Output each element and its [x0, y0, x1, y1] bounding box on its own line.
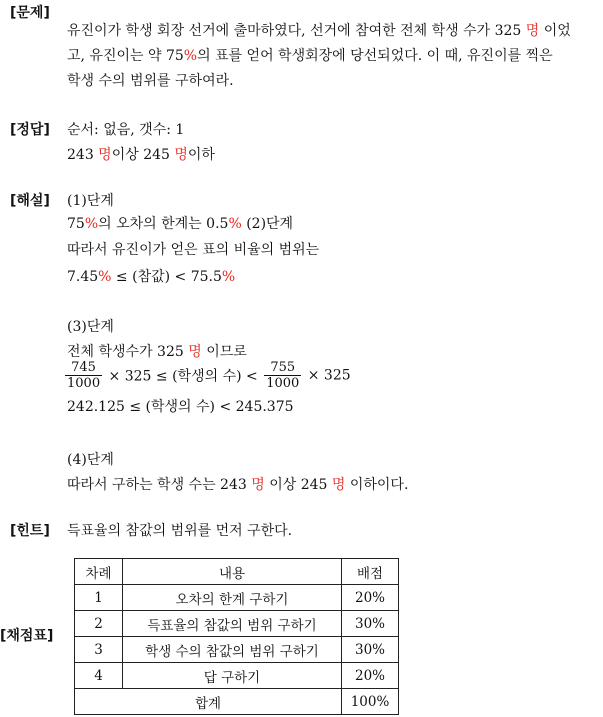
solution-step-4: (4)단계 — [67, 452, 114, 468]
unit-people: 명 — [251, 477, 265, 493]
solution-line-2: 75%의 오차의 한계는 0.5% (2)단계 — [67, 216, 294, 232]
hint-text: 득표율의 참값의 범위를 먼저 구한다. — [67, 523, 293, 539]
unit-people: 명 — [525, 23, 540, 39]
answer-line-2: 243 명이상 245 명이하 — [67, 147, 215, 163]
percent-sign: % — [221, 269, 236, 285]
unit-people: 명 — [188, 344, 202, 360]
table-row: 3 학생 수의 참값의 범위 구하기 30% — [75, 637, 399, 663]
percent-sign: % — [98, 269, 112, 285]
solution-step-1: (1)단계 — [67, 193, 114, 209]
unit-people: 명 — [331, 477, 346, 493]
table-row: 4 답 구하기 20% — [75, 663, 399, 689]
answer-label: [정답] — [10, 122, 50, 138]
unit-people: 명 — [98, 147, 112, 163]
total-label: 합계 — [75, 689, 342, 715]
total-value: 100% — [342, 689, 399, 715]
percent-sign: % — [228, 216, 242, 232]
solution-line-8: 242.125 ≤ (학생의 수) < 245.375 — [67, 399, 294, 415]
answer-line-1: 순서: 없음, 갯수: 1 — [67, 122, 185, 138]
percent-sign: % — [84, 216, 99, 232]
solution-step-3: (3)단계 — [67, 319, 114, 335]
grading-table — [74, 558, 399, 715]
problem-line-3: 학생 수의 범위를 구하여라. — [67, 73, 234, 89]
solution-line-4: 7.45% ≤ (참값) < 75.5% — [67, 269, 236, 285]
fraction: $\frac{755}{1000}$ — [266, 360, 300, 391]
solution-line-10: 따라서 구하는 학생 수는 243 명 이상 245 명 이하이다. — [67, 477, 409, 493]
header-content: 내용 — [123, 559, 342, 585]
solution-line-6: 전체 학생수가 325 명 이므로 — [67, 344, 247, 360]
solution-line-3: 따라서 유진이가 얻은 표의 비율의 범위는 — [67, 242, 320, 258]
solution-line-7: $\frac{745}{1000}$ × 325 ≤ (학생의 수) < $\frac{755}{1000}$ × 325 — [67, 360, 351, 391]
problem-line-2: 고, 유진이는 약 75%의 표를 얻어 학생회장에 당선되었다. 이 때, 유진이를 찍은 — [67, 48, 553, 64]
header-points: 배점 — [342, 559, 399, 585]
hint-label: [힌트] — [10, 523, 50, 539]
table-header-row — [75, 559, 399, 585]
table-row: 2 득표율의 참값의 범위 구하기 30% — [75, 611, 399, 637]
problem-label: [문제] — [10, 5, 50, 21]
fraction: $\frac{745}{1000}$ — [67, 360, 101, 391]
unit-people: 명 — [174, 147, 188, 163]
solution-label: [해설] — [10, 193, 50, 209]
table-row: 1 오차의 한계 구하기 20% — [75, 585, 399, 611]
header-order: 차례 — [75, 559, 123, 585]
table-total-row — [75, 689, 399, 715]
grading-label: [채점표] — [0, 628, 54, 644]
percent-sign: % — [183, 48, 198, 64]
problem-line-1: 유진이가 학생 회장 선거에 출마하였다, 선거에 참여한 전체 학생 수가 325 명 이었 — [67, 23, 571, 39]
